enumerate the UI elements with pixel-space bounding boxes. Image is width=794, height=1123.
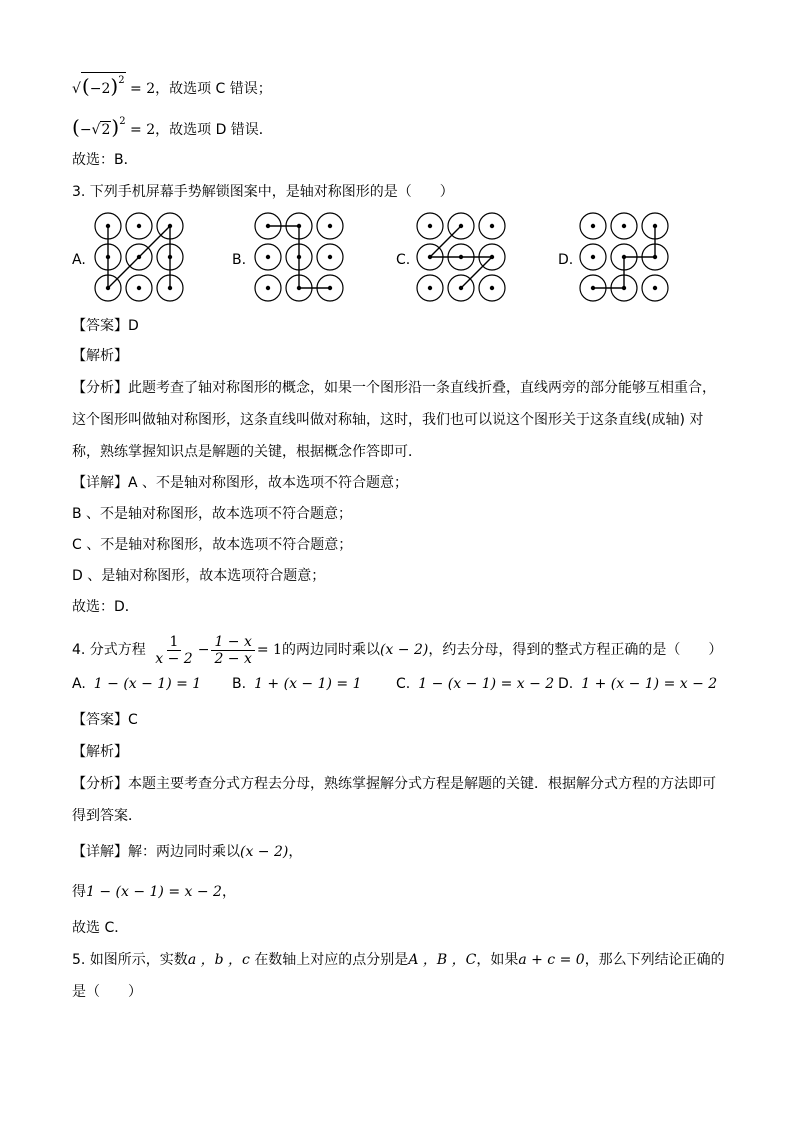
- question-5-continued: 是（ ）: [72, 984, 142, 1000]
- derived-equation-line: [72, 882, 236, 902]
- detail-text: 【详解】A 、不是轴对称图形，故本选项不符合题意；: [72, 475, 409, 491]
- analysis-heading: 【解析】: [72, 348, 128, 364]
- option-b-label: B.: [232, 252, 247, 268]
- neg-sqrt-expression: $(-√2)^2$: [72, 115, 126, 139]
- analysis-text: 【分析】本题主要考查分式方程去分母，熟练掌握解分式方程是解题的关键．根据解分式方程的方法即可: [72, 776, 716, 792]
- analysis-text: 称，熟练掌握知识点是解题的关键，根据概念作答即可．: [72, 444, 422, 460]
- gesture-line: [624, 257, 655, 288]
- variables: a ，b ，c: [187, 952, 255, 968]
- answer-line: 【答案】D: [72, 318, 139, 334]
- grid-dot: [622, 224, 626, 228]
- question-3: 3. 下列手机屏幕手势解锁图案中，是轴对称图形的是（ ）: [72, 184, 454, 200]
- equation-rhs: = 2: [130, 122, 156, 138]
- option-expr: 1 − (x − 1) = x − 2: [418, 676, 555, 692]
- multiplier-expr: (x − 2): [379, 642, 429, 658]
- equation-rhs: = 2: [130, 81, 156, 97]
- line-text: ，故选项 C 错误；: [155, 81, 272, 97]
- question-4: 4. 分式方程 $\frac{1}{x - 2}$ − $\frac{1 - x}{2 - x}$ = 1的两边同时乘以(x − 2)，约去分母，得到的整式方程正确的是（ ）: [72, 633, 723, 667]
- choose-line: 故选：B．: [72, 152, 138, 168]
- option-a-label: A.: [72, 252, 86, 268]
- q4-option-b: [232, 676, 362, 692]
- gesture-line: [461, 257, 492, 288]
- points: A ，B ，C: [408, 952, 477, 968]
- derived-equation: 1 − (x − 1) = x − 2: [86, 884, 222, 900]
- condition: a + c = 0: [518, 952, 585, 968]
- solution-line-c: [72, 72, 272, 99]
- choose-line: 故选 C．: [72, 920, 129, 936]
- unlock-pattern-c: [414, 212, 510, 304]
- grid-dot: [428, 286, 432, 290]
- q4-option-d: [558, 676, 717, 692]
- solution-line-d: [72, 112, 273, 140]
- analysis-text: 得到答案．: [72, 808, 142, 824]
- detail-text: C 、不是轴对称图形，故本选项不符合题意；: [72, 537, 353, 553]
- option-label: C.: [396, 676, 411, 692]
- denominator: x − 2: [155, 650, 193, 667]
- gesture-line: [430, 226, 461, 257]
- option-expr: 1 + (x − 1) = 1: [254, 676, 362, 692]
- option-expr: 1 + (x − 1) = x − 2: [581, 676, 718, 692]
- grid-dot: [428, 224, 432, 228]
- grid-dot: [266, 255, 270, 259]
- detail-text: 得: [72, 884, 86, 900]
- multiplier-expr: (x − 2): [240, 844, 289, 860]
- grid-dot: [137, 286, 141, 290]
- analysis-text: 【分析】此题考查了轴对称图形的概念，如果一个图形沿一条直线折叠，直线两旁的部分能够互相重合，: [72, 380, 716, 396]
- detail-text: 【详解】解：两边同时乘以: [72, 844, 240, 860]
- grid-dot: [490, 286, 494, 290]
- q4-option-c: [396, 676, 554, 692]
- question-text: ，如果: [476, 952, 519, 968]
- grid-dot: [266, 286, 270, 290]
- unlock-pattern-b: [252, 212, 348, 304]
- question-text: ，约去分母，得到的整式方程正确的是（ ）: [428, 642, 723, 658]
- detail-text: D 、是轴对称图形，故本选项符合题意；: [72, 568, 326, 584]
- question-text: 在数轴上对应的点分别是: [254, 952, 409, 968]
- question-text: 的两边同时乘以: [281, 642, 380, 658]
- option-label: D.: [558, 676, 574, 692]
- numerator: 1 − x: [211, 634, 254, 651]
- detail-text: ，: [288, 844, 303, 860]
- question-text: 5. 如图所示，实数: [72, 952, 188, 968]
- grid-dot: [653, 286, 657, 290]
- analysis-heading: 【解析】: [72, 744, 128, 760]
- unlock-pattern-d: [577, 212, 673, 304]
- denominator: 2 − x: [214, 650, 252, 667]
- grid-dot: [591, 224, 595, 228]
- detail-text: ，: [221, 884, 236, 900]
- option-label: B.: [232, 676, 247, 692]
- grid-dot: [328, 224, 332, 228]
- answer-line: 【答案】C: [72, 712, 138, 728]
- grid-dot: [137, 224, 141, 228]
- numerator: 1: [167, 634, 182, 651]
- option-label: A.: [72, 676, 86, 692]
- detail-line: [72, 842, 302, 862]
- grid-dot: [490, 224, 494, 228]
- grid-dot: [328, 255, 332, 259]
- detail-text: B 、不是轴对称图形，故本选项不符合题意；: [72, 506, 353, 522]
- equation-rhs: = 1: [256, 642, 282, 658]
- question-5: [72, 950, 725, 970]
- grid-dot: [591, 255, 595, 259]
- unlock-pattern-a: [92, 212, 188, 304]
- question-text: 4. 分式方程: [72, 642, 146, 658]
- question-text: ，那么下列结论正确的: [584, 952, 725, 968]
- analysis-text: 这个图形叫做轴对称图形，这条直线叫做对称轴，这时，我们也可以说这个图形关于这条直线(成轴) 对: [72, 412, 704, 428]
- option-d-label: D.: [558, 252, 574, 268]
- choose-line: 故选：D．: [72, 599, 139, 615]
- fraction-2: [211, 634, 254, 667]
- option-c-label: C.: [396, 252, 411, 268]
- option-expr: 1 − (x − 1) = 1: [93, 676, 202, 692]
- sqrt-expression: $√(-2)^2$: [72, 74, 125, 98]
- fraction-1: [152, 634, 195, 667]
- q4-option-a: [72, 676, 201, 692]
- line-text: ，故选项 D 错误．: [155, 122, 273, 138]
